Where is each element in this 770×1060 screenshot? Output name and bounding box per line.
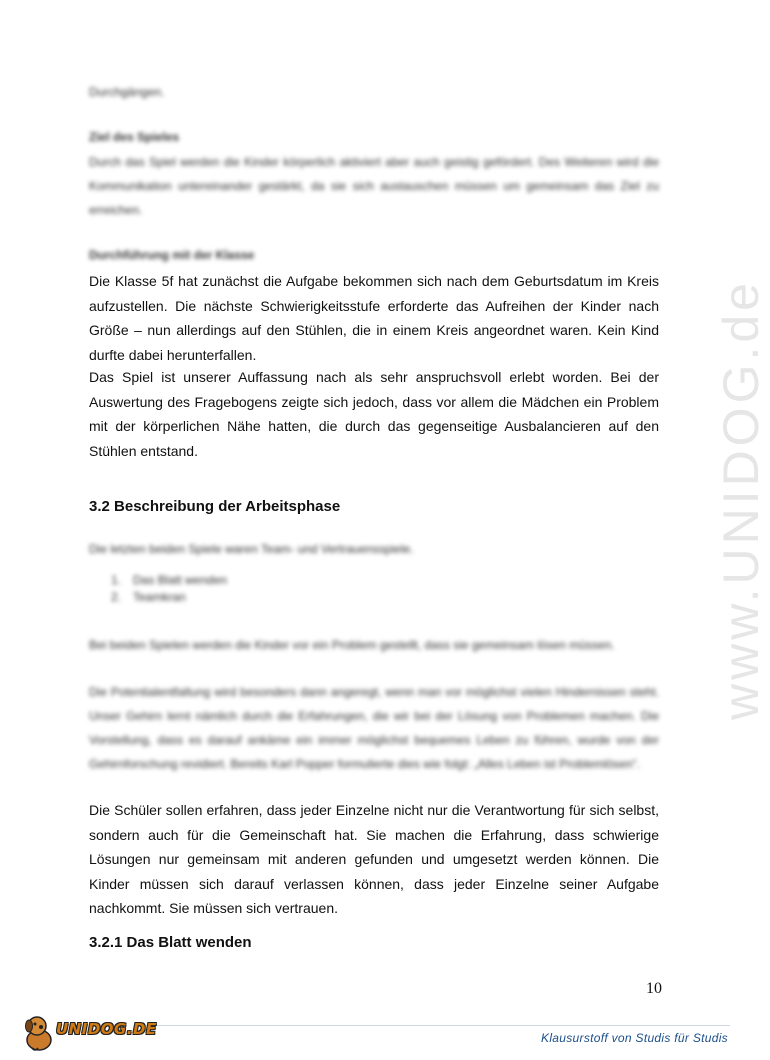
unidog-logo xyxy=(22,1012,157,1054)
section-3-2-intro: Die letzten beiden Spiele waren Team- und Vertrauensspiele. xyxy=(89,542,414,556)
durchfuehrung-paragraph-2: Das Spiel ist unserer Auffassung nach als sehr anspruchsvoll erlebt worden. Bei der Auswertung des Fragebogens zeigte sich jedoch, dass vor allem die Mädchen ein Problem mit der körperlichen Nähe hatten, die durch das gegenseitige Ausbalancieren auf den Stühlen entstand. xyxy=(89,369,659,459)
section-3-2-blurred-paragraph-1: Bei beiden Spielen werden die Kinder vor ein Problem gestellt, dass sie gemeinsam lösen müssen. xyxy=(89,638,615,652)
footer-tagline: Klausurstoff von Studis für Studis xyxy=(541,1031,728,1045)
footer-divider xyxy=(148,1025,730,1026)
section-3-2-1-heading: 3.2.1 Das Blatt wenden xyxy=(89,934,252,951)
section-3-2-paragraph: Die Schüler sollen erfahren, dass jeder Einzelne nicht nur die Verantwortung für sich selbst, sondern auch für die Gemeinschaft hat. Sie machen die Erfahrung, dass schwierige Lösungen nur gemeinsam mit anderen gefunden und umgesetzt werden können. Die Kinder müssen sich darauf verlassen können, dass jeder Einzelne seiner Aufgabe nachkommt. Sie müssen sich vertrauen. xyxy=(89,802,659,916)
watermark: www.UNIDOG.de xyxy=(713,279,769,720)
game-list xyxy=(111,572,411,606)
section-3-2-blurred-paragraph-2: Die Potentialentfaltung wird besonders dann angeregt, wenn man vor möglichst vielen Hindernissen steht. Unser Gehirn lernt nämlich durch die Erfahrungen, die wir bei der Lösung von Problemen machen. Die Vorstellung, dass es darauf ankäme ein immer möglichst bequemes Leben zu führen, wurde von der Gehirnforschung revidiert. Bereits Karl Popper formulierte dies wie folgt: „Alles Leben ist Problemlösen“. xyxy=(89,685,659,771)
page-number: 10 xyxy=(646,980,662,997)
logo-text: UNIDOG.DE xyxy=(56,1020,157,1038)
top-fragment: Durchgängen. xyxy=(89,85,165,99)
section-3-2-heading: 3.2 Beschreibung der Arbeitsphase xyxy=(89,498,341,515)
ziel-heading: Ziel des Spieles xyxy=(89,130,180,144)
list-item: 2. Teamkran xyxy=(111,590,186,604)
list-item: 1. Das Blatt wenden xyxy=(111,573,228,587)
dog-icon xyxy=(22,1012,56,1054)
ziel-text: Durch das Spiel werden die Kinder körperlich aktiviert aber auch geistig gefördert. Des Weiteren wird die Kommunikation untereinander gestärkt, da sie sich austauschen müssen um gemeinsam das Ziel zu erreichen. xyxy=(89,155,659,217)
durchfuehrung-paragraph-1: Die Klasse 5f hat zunächst die Aufgabe bekommen sich nach dem Geburtsdatum im Kreis aufzustellen. Die nächste Schwierigkeitsstufe erforderte das Aufreihen der Kinder nach Größe – nun allerdings auf den Stühlen, die in einem Kreis angeordnet waren. Kein Kind durfte dabei herunterfallen. xyxy=(89,273,659,363)
durchfuehrung-heading: Durchführung mit der Klasse xyxy=(89,248,255,262)
